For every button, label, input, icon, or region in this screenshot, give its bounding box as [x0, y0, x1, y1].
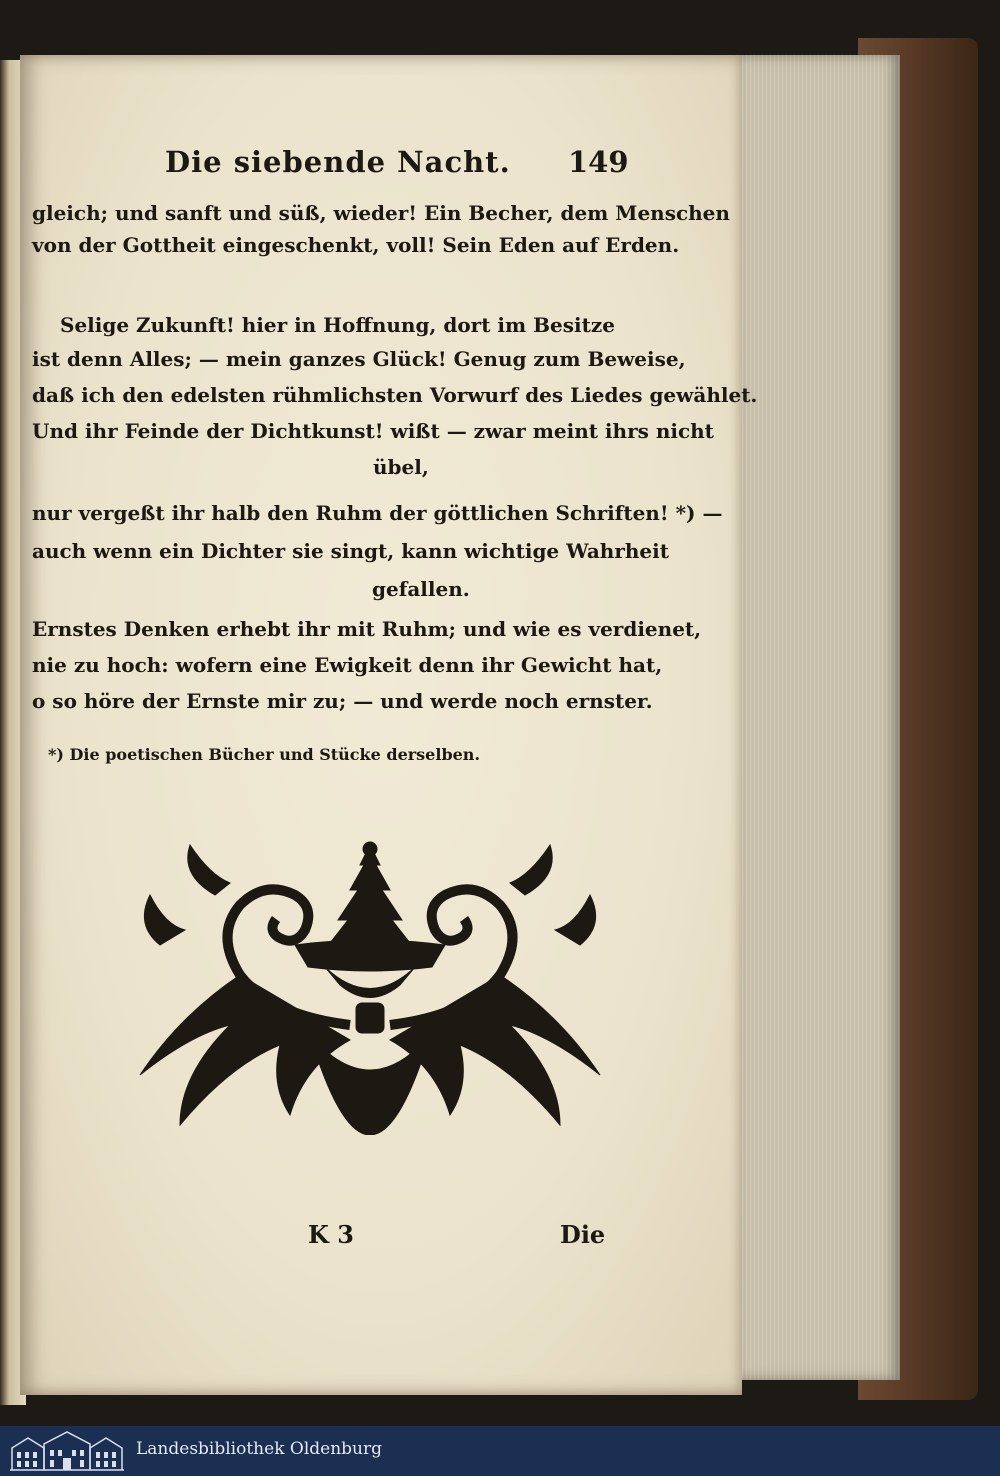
catchword: Die — [560, 1220, 606, 1249]
text-line: gefallen. — [372, 577, 470, 601]
text-line: Ernstes Denken erhebt ihr mit Ruhm; und wie es verdienet, — [32, 617, 702, 641]
text-line: von der Gottheit eingeschenkt, voll! Sein Eden auf Erden. — [32, 233, 680, 257]
text-line: ist denn Alles; — mein ganzes Glück! Genug zum Beweise, — [32, 347, 686, 371]
text-line: daß ich den edelsten rühmlichsten Vorwurf des Liedes gewählet. — [32, 383, 758, 407]
page-edges — [740, 55, 900, 1380]
library-building-icon — [8, 1430, 126, 1472]
footnote: *) Die poetischen Bücher und Stücke derselben. — [48, 745, 481, 764]
book-page — [20, 55, 758, 1395]
text-line: übel, — [373, 455, 429, 479]
text-line: o so höre der Ernste mir zu; — und werde noch ernster. — [32, 689, 653, 713]
library-name[interactable]: Landesbibliothek Oldenburg — [136, 1439, 383, 1459]
text-line: nur vergeßt ihr halb den Ruhm der göttlichen Schriften! *) — — [32, 501, 723, 525]
running-header: Die siebende Nacht. — [165, 145, 511, 179]
text-line: Und ihr Feinde der Dichtkunst! wißt — zwar meint ihrs nicht — [32, 419, 714, 443]
text-line: auch wenn ein Dichter sie singt, kann wichtige Wahrheit — [32, 539, 669, 563]
text-line: nie zu hoch: wofern eine Ewigkeit denn ihr Gewicht hat, — [32, 653, 663, 677]
signature-mark: K 3 — [308, 1220, 354, 1249]
footer-bar — [0, 1426, 1000, 1476]
ornament-vignette-icon — [120, 835, 620, 1135]
text-line: Selige Zukunft! hier in Hoffnung, dort im Besitze — [60, 313, 615, 337]
text-line: gleich; und sanft und süß, wieder! Ein Becher, dem Menschen — [32, 201, 730, 225]
page-number: 149 — [568, 145, 629, 179]
